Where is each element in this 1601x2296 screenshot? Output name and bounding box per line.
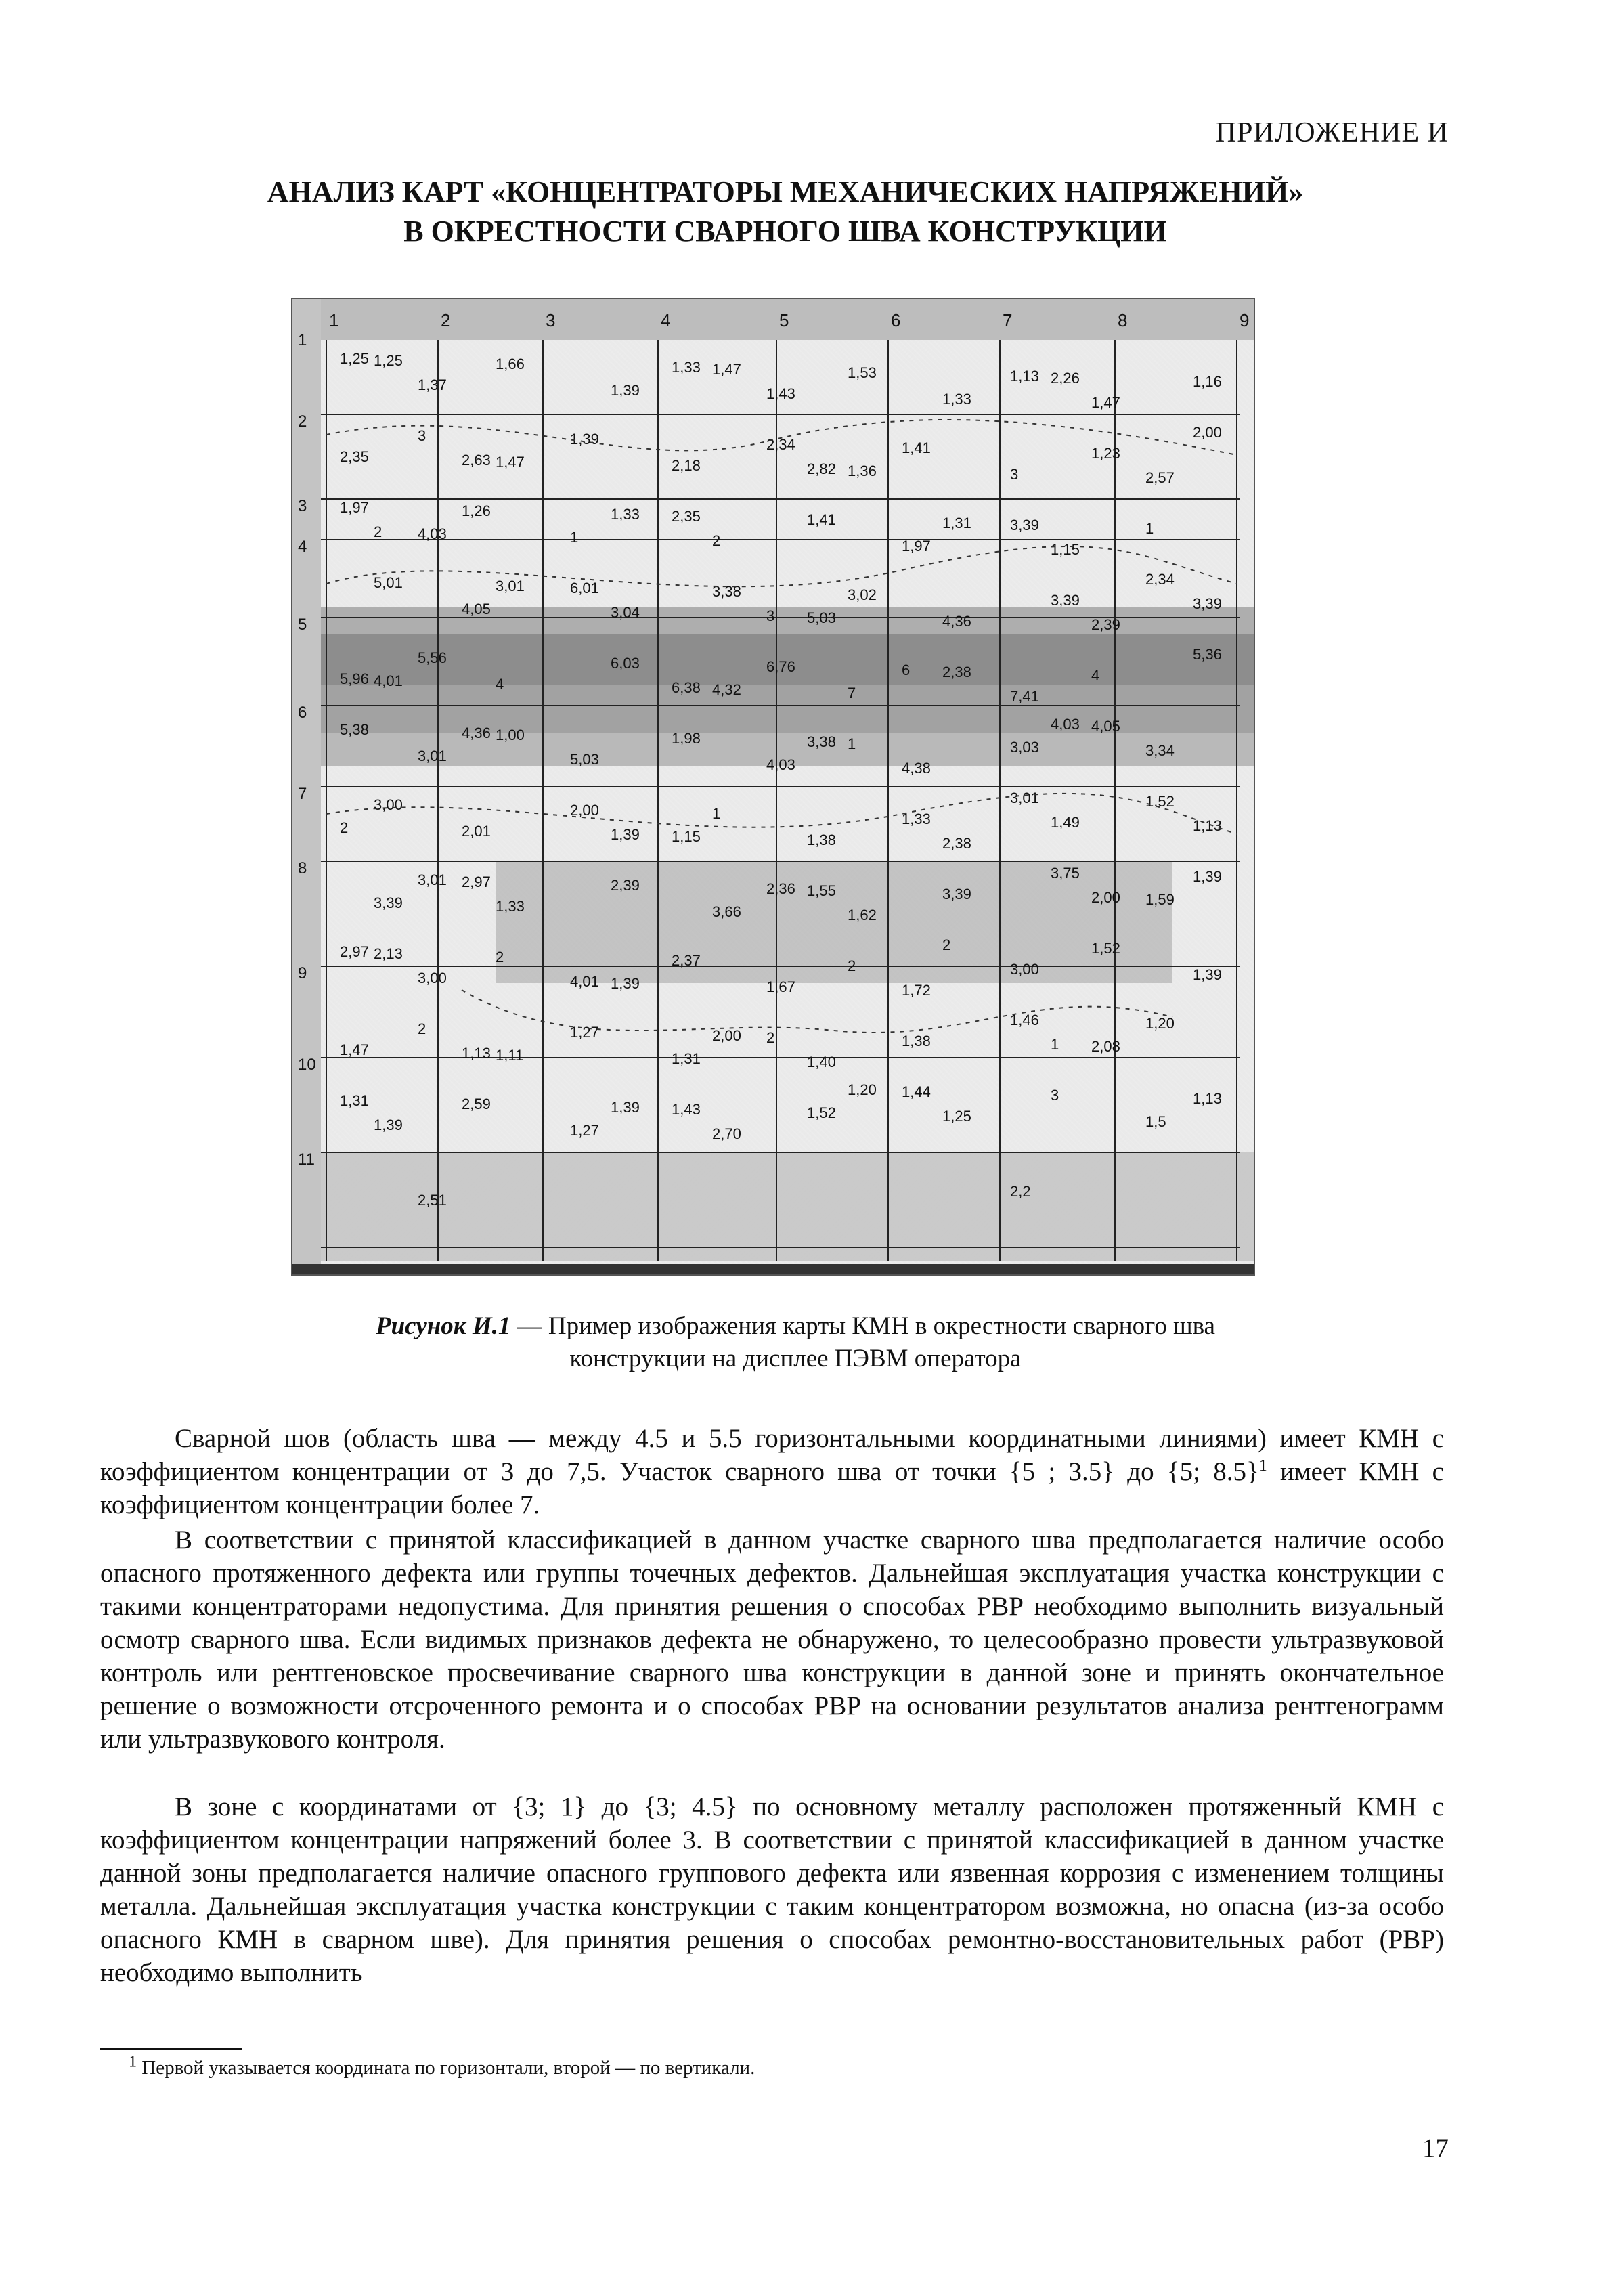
map-value: 1,33 — [496, 898, 525, 915]
map-value: 2 — [418, 1020, 426, 1037]
map-value: 1,25 — [340, 350, 369, 367]
map-value: 7 — [848, 685, 856, 701]
row-label: 6 — [298, 703, 307, 722]
map-value: 2,39 — [611, 877, 640, 894]
map-value: 5,03 — [807, 609, 836, 626]
map-plot-area — [321, 340, 1254, 1274]
map-value: 2,01 — [462, 823, 491, 840]
map-value: 3,34 — [1145, 742, 1175, 759]
map-value: 4,36 — [462, 724, 491, 741]
footnote-ref: 1 — [1258, 1457, 1267, 1475]
paragraph-1-part-a: Сварной шов (область шва — между 4.5 и 5.5 горизонтальными координатными линиями) имеет КМН с коэффициентом концентрации от 3 до 7,5. Участок сварного шва от точки {5 ; 3.5} до {5; 8.5} — [100, 1424, 1444, 1486]
row-label: 11 — [298, 1150, 315, 1169]
row-label: 1 — [298, 331, 307, 349]
map-value: 6,76 — [766, 658, 795, 675]
map-value: 4,03 — [766, 756, 795, 773]
map-value: 1,49 — [1051, 814, 1080, 831]
map-value: 1,43 — [672, 1101, 701, 1118]
map-value: 1,39 — [611, 975, 640, 992]
map-value: 1,66 — [496, 355, 525, 372]
map-value: 3,39 — [1051, 592, 1080, 609]
map-value: 1,33 — [942, 391, 971, 408]
map-value: 2,08 — [1091, 1038, 1120, 1055]
map-value: 5,56 — [418, 649, 447, 666]
map-value: 1,39 — [611, 826, 640, 843]
map-value: 1 — [1051, 1036, 1059, 1053]
map-value: 1,97 — [902, 538, 931, 555]
map-value: 1,13 — [1193, 817, 1222, 834]
map-value: 2,36 — [766, 880, 795, 897]
map-value: 2,18 — [672, 457, 701, 474]
map-value: 2,35 — [340, 448, 369, 465]
map-value: 1,62 — [848, 907, 877, 924]
map-value: 4 — [1091, 667, 1100, 684]
paragraph-1-part-b: имеет КМН с коэффициентом концентрации более 7. — [100, 1457, 1444, 1519]
map-value: 1,43 — [766, 385, 795, 402]
map-value: 2,63 — [462, 452, 491, 469]
map-value: 1,46 — [1010, 1012, 1039, 1028]
map-value: 2,00 — [712, 1027, 741, 1044]
map-value: 1 — [848, 735, 856, 752]
map-value: 2 — [712, 532, 721, 549]
map-value: 3,01 — [418, 871, 447, 888]
map-value: 2 — [766, 1029, 775, 1046]
row-label: 8 — [298, 859, 307, 878]
col-label: 6 — [891, 310, 901, 330]
map-value: 7,41 — [1010, 688, 1039, 705]
map-value: 3,04 — [611, 604, 640, 621]
map-value: 2,00 — [1193, 424, 1222, 441]
paragraph-3: В зоне с координатами от {3; 1} до {3; 4.5} по основному металлу расположен протяженный КМН с коэффициентом концентрации напряжений более 3. В соответствии с принятой классификацией в данном участке данной зоны предполагается наличие опасного группового дефекта или язвенная коррозия с изменением толщины металла. Дальнейшая эксплуатация участка конструкции с таким концентратором возможна, но опасна (из-за особо опасного КМН в сварном шве). Для принятия решения о способах ремонтно-восстановительных работ (РВР) необходимо выполнить — [100, 1792, 1444, 1987]
map-value: 3 — [1051, 1087, 1059, 1104]
map-value: 4,32 — [712, 681, 741, 698]
row-label: 9 — [298, 964, 307, 982]
map-svg — [292, 299, 1254, 1274]
map-value: 1,36 — [848, 462, 877, 479]
map-value: 6 — [902, 662, 911, 678]
map-value: 2,00 — [570, 802, 599, 819]
map-value: 1,41 — [902, 439, 931, 456]
map-value: 6,01 — [570, 580, 599, 597]
map-value: 1,55 — [807, 882, 836, 899]
map-value: 3,38 — [807, 733, 836, 750]
map-value: 2,37 — [672, 952, 701, 969]
map-value: 1,47 — [340, 1041, 369, 1058]
map-value: 1,16 — [1193, 373, 1222, 390]
row-label: 5 — [298, 615, 307, 634]
map-value: 1,13 — [1193, 1090, 1222, 1107]
map-value: 3,39 — [942, 886, 971, 903]
map-value: 3,38 — [712, 583, 741, 600]
col-label: 9 — [1240, 310, 1250, 330]
map-value: 2,26 — [1051, 370, 1080, 387]
map-value: 3,39 — [374, 894, 403, 911]
map-value: 3 — [1010, 466, 1019, 483]
map-value: 1,15 — [672, 828, 701, 845]
col-label: 8 — [1118, 310, 1128, 330]
map-value: 2,70 — [712, 1125, 741, 1142]
map-value: 5,01 — [374, 574, 403, 591]
map-value: 1,67 — [766, 978, 795, 995]
col-label: 5 — [779, 310, 789, 330]
map-value: 1 — [712, 805, 721, 822]
map-value: 4,05 — [462, 601, 491, 618]
row-label: 4 — [298, 538, 307, 556]
map-value: 1,27 — [570, 1024, 599, 1041]
map-value: 1,37 — [418, 376, 447, 393]
map-top-band — [292, 299, 1254, 340]
map-value: 2,13 — [374, 945, 403, 962]
map-value: 2,57 — [1145, 469, 1175, 486]
caption-text-2: конструкции на дисплее ПЭВМ оператора — [569, 1345, 1022, 1372]
map-value: 3,00 — [418, 970, 447, 987]
map-value: 2,35 — [672, 508, 701, 525]
map-value: 1,11 — [496, 1047, 524, 1064]
map-value: 5,03 — [570, 751, 599, 768]
map-value: 4,38 — [902, 760, 931, 777]
col-label: 7 — [1003, 310, 1013, 330]
map-value: 3,00 — [1010, 961, 1039, 978]
map-value: 3,02 — [848, 586, 877, 603]
map-value: 1,00 — [496, 727, 525, 743]
map-value: 2 — [848, 957, 856, 974]
map-value: 1,39 — [374, 1117, 403, 1133]
map-value: 1,38 — [807, 831, 836, 848]
map-value: 5,38 — [340, 721, 369, 738]
map-value: 2 — [374, 523, 382, 540]
col-label: 3 — [546, 310, 556, 330]
map-value: 1,25 — [942, 1108, 971, 1125]
map-value: 1,39 — [611, 382, 640, 399]
col-label: 1 — [329, 310, 339, 330]
map-value: 2,51 — [418, 1192, 447, 1209]
map-value: 2,34 — [766, 436, 795, 453]
map-value: 3,39 — [1193, 595, 1222, 612]
stress-zone-bottom — [321, 1152, 1254, 1261]
map-value: 3,39 — [1010, 517, 1039, 534]
map-value: 6,38 — [672, 679, 701, 696]
map-value: 3,01 — [496, 578, 525, 594]
row-label: 3 — [298, 497, 307, 515]
map-value: 1,39 — [1193, 868, 1222, 885]
map-value: 1,72 — [902, 982, 931, 999]
title-line-2: В ОКРЕСТНОСТИ СВАРНОГО ШВА КОНСТРУКЦИИ — [403, 215, 1167, 248]
map-value: 2 — [942, 936, 951, 953]
map-value: 3,00 — [374, 796, 403, 813]
map-value: 1,52 — [1091, 940, 1120, 957]
map-value: 5,96 — [340, 670, 369, 687]
map-value: 1,25 — [374, 352, 403, 369]
caption-lead: Рисунок И.1 — [376, 1312, 511, 1340]
map-value: 4 — [496, 676, 504, 693]
map-value: 1,52 — [1145, 793, 1175, 810]
map-value: 3,75 — [1051, 865, 1080, 882]
map-value: 1,38 — [902, 1033, 931, 1049]
map-value: 2,97 — [340, 943, 369, 960]
caption-text-1: — Пример изображения карты КМН в окрестности сварного шва — [510, 1312, 1215, 1340]
map-value: 1,33 — [611, 506, 640, 523]
map-value: 1,31 — [340, 1092, 369, 1109]
map-value: 2,00 — [1091, 889, 1120, 906]
footnote — [129, 2053, 755, 2079]
map-value: 1,41 — [807, 511, 836, 528]
map-value: 2 — [496, 949, 504, 966]
map-value: 2,38 — [942, 835, 971, 852]
map-value: 2 — [340, 819, 349, 836]
paragraph-1 — [100, 1422, 1444, 1521]
map-value: 3,66 — [712, 903, 741, 920]
map-value: 1,33 — [672, 359, 701, 376]
footnote-text: Первой указывается координата по горизонтали, второй — по вертикали. — [137, 2057, 755, 2079]
map-value: 1,98 — [672, 730, 701, 747]
map-value: 4,36 — [942, 613, 971, 630]
map-value: 1,13 — [1010, 368, 1039, 385]
footnote-mark: 1 — [129, 2053, 137, 2071]
map-value: 2,38 — [942, 664, 971, 680]
map-value: 1 — [570, 529, 579, 546]
map-value: 2,97 — [462, 873, 491, 890]
map-value: 1,44 — [902, 1083, 931, 1100]
page-title — [135, 173, 1435, 251]
map-value: 3,03 — [1010, 739, 1039, 756]
map-value: 1,47 — [712, 361, 741, 378]
map-value: 1,5 — [1145, 1113, 1166, 1130]
map-value: 1,20 — [848, 1081, 877, 1098]
map-value: 5,36 — [1193, 646, 1222, 663]
stress-concentration-map — [291, 298, 1255, 1276]
map-value: 1,27 — [570, 1122, 599, 1139]
map-value: 1,23 — [1091, 445, 1120, 462]
map-value: 6,03 — [611, 655, 640, 672]
map-value: 3 — [766, 607, 775, 624]
map-value: 4,03 — [418, 525, 447, 542]
map-value: 1,53 — [848, 364, 877, 381]
map-value: 1,13 — [462, 1045, 491, 1062]
map-value: 1,52 — [807, 1104, 836, 1121]
map-value: 2,59 — [462, 1096, 491, 1112]
map-value: 1,15 — [1051, 541, 1080, 558]
appendix-header: ПРИЛОЖЕНИЕ И — [1215, 117, 1449, 148]
map-value: 1,59 — [1145, 891, 1175, 908]
map-value: 4,01 — [374, 672, 403, 689]
paragraph-2: В соответствии с принятой классификацией в данном участке сварного шва предполагается наличие особо опасного протяженного дефекта или группы точечных дефектов. Дальнейшая эксплуатация участка конструкции с такими концентраторами недопустима. Для принятия решения о способах РВР необходимо выполнить визуальный осмотр сварного шва. Если видимых признаков дефекта не обнаружено, то целесообразно провести ультразвуковой контроль или рентгеновское просвечивание сварного шва конструкции в данной зоне и принять окончательное решение о возможности отсроченного ремонта и о способах РВР на основании результатов анализа рентгенограмм или ультразвукового контроля. — [100, 1525, 1444, 1754]
map-value: 1,39 — [570, 431, 599, 448]
row-label: 7 — [298, 785, 307, 803]
map-value: 1,39 — [611, 1099, 640, 1116]
map-value: 3,01 — [1010, 789, 1039, 806]
map-value: 1,31 — [942, 515, 971, 532]
map-value: 2,82 — [807, 460, 836, 477]
map-value: 3 — [418, 427, 426, 444]
map-value: 1 — [1145, 520, 1154, 537]
footnote-rule — [100, 2048, 242, 2050]
figure-caption — [203, 1310, 1388, 1375]
map-value: 4,01 — [570, 973, 599, 990]
row-label: 10 — [298, 1056, 316, 1074]
map-value: 4,03 — [1051, 716, 1080, 733]
map-value: 1,20 — [1145, 1015, 1175, 1032]
map-value: 1,31 — [672, 1050, 701, 1067]
map-value: 1,40 — [807, 1054, 836, 1070]
map-value: 2,39 — [1091, 616, 1120, 633]
page-number: 17 — [1422, 2133, 1449, 2163]
map-value: 2,2 — [1010, 1183, 1031, 1200]
col-label: 4 — [661, 310, 671, 330]
col-label: 2 — [441, 310, 451, 330]
map-value: 4,05 — [1091, 718, 1120, 735]
map-value: 1,39 — [1193, 966, 1222, 983]
map-value: 1,26 — [462, 502, 491, 519]
row-label: 2 — [298, 412, 307, 431]
map-value: 2,34 — [1145, 571, 1175, 588]
map-value: 3,01 — [418, 748, 447, 764]
title-line-1: АНАЛИЗ КАРТ «КОНЦЕНТРАТОРЫ МЕХАНИЧЕСКИХ НАПРЯЖЕНИЙ» — [267, 175, 1304, 209]
map-bottom-bar — [292, 1264, 1254, 1274]
map-value: 1,97 — [340, 499, 369, 516]
map-value: 1,47 — [1091, 394, 1120, 411]
map-value: 1,47 — [496, 454, 525, 471]
map-value: 1,33 — [902, 810, 931, 827]
